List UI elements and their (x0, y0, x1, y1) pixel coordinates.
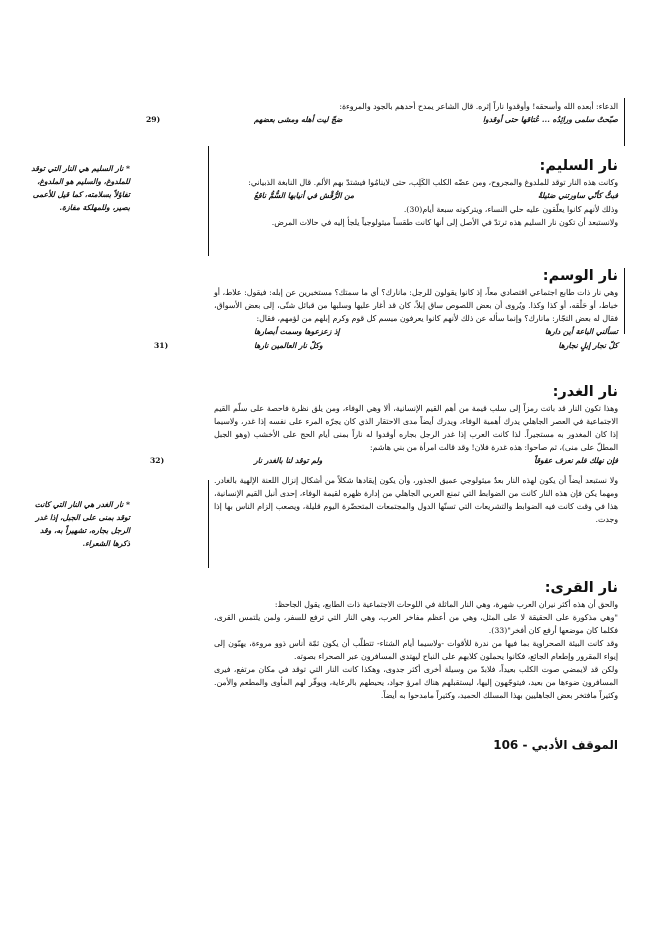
salim-paragraph-3: ولانستبعد أن تكون نار السليم هذه ترتدّ في الأصل إلى أنها كانت طقساً ميثولوجياً يلجأ إليه في حالات المرض. (271, 218, 618, 227)
side-note-salim: * نار السليم هي النار التي توقد للملدوغ، والسليم هو الملدوغ، تفاؤلاً بسلامته، كما قيل للأعمى بصير، وللمهلكة مفازة. (31, 164, 130, 212)
qira-paragraph-4: ولكن قد لايمضي صوت الكلب بعيداً، فلابدّ من وسيلة أخرى أكثر جدوى، وهكذا كانت النار التي توقد في مكان مرتفع، فيرى المسافرون ضوءها من بعيد، فيتوجّهون إليها، ليستقبلهم هناك امرؤ جواد، يحيطهم بالرعاية، ويوفّر لهم المأوى والمطعم والأمن. وكثيراً مافتخر بعض الجاهليين بهذا المسلك الحميد، وكثيراً مامدحوا به أيضاً. (214, 665, 618, 700)
frame-right-line (624, 98, 625, 146)
frame-left-line-1 (208, 146, 209, 256)
section-nar-alsalim (214, 156, 618, 229)
frame-left-line-2 (208, 480, 209, 568)
section-heading-qira: نار القرى: (544, 580, 618, 596)
frame-right-line-2 (624, 268, 625, 334)
ghadr-paragraph-2: ولا نستبعد أيضاً أن يكون لهذه النار بعدٌ ميثولوجي عميق الجذور، وأن يكون إيقادها شكلاً من أشكال إنزال اللعنة الإلهية بالغادر. ومهما يكن فإن هذه النار كانت من الضوابط التي تمنع العربي الجاهلي من إدارة ظهره لقيمة الوفاء، إحدى أنبل القيم الإنسانية، هذا في وقت كانت فيه الضوابط والتشريعات التي تسنّها الدول والمجتمعات المتحضّرة اليوم قليلة، ويصعب إلزام الناس بها إذا وجدت. (214, 476, 618, 524)
wasm-verse-1-second: إذ زعزعوها وسمت أبصارها (254, 327, 340, 336)
qira-paragraph-1: والحق أن هذه أكثر نيران العرب شهرة، وهي النار الماثلة في اللوحات الاجتماعية ذات الطابع، يقول الجاحظ: (274, 600, 618, 609)
ghadr-paragraph-1: وهذا تكون النار قد باتت رمزاً إلى سلب قيمة من أهم القيم الإنسانية، ألا وهي الوفاء، ومن يلق نظرة فاحصة على سلّم القيم الاجتماعية في العصر الجاهلي يدرك أهمية الوفاء، ويدرك أيضاً مدى الاحتقار الذي كان يجرّه المرء على نفسه إذا غدر، ولاسيما إذا كان المغدور به مستجيراً. لذا كانت العرب إذا غدر الرجل بجاره أوقدوا له ناراً بمنى أيام الحج على الأخشب (وهو الجبل المطلّ على منى)، ثم صاحوا: هذه غدرة فلان! وقد قالت امرأة من بني هاشم: (214, 404, 618, 452)
ghadr-verse-second: ولم توقد لنا بالغدر نار (254, 456, 323, 465)
side-note-ghadr: * نار الغدر هي النار التي كانت توقد بمنى على الجبل، إذا غدر الرجل بجاره، تشهيراً به، وقد ذكرها الشعراء. (34, 500, 130, 548)
wasm-verse-2 (154, 339, 618, 353)
wasm-verse-2-second: وكلّ نار العالمين نارها (254, 341, 323, 350)
wasm-verse-1-first: تسألني الباعة أين دارها (544, 327, 618, 336)
section-nar-alqira (214, 578, 618, 702)
intro-verse-second: ضجّ ليت أهله ومشى بعضهم (254, 115, 343, 124)
ghadr-verse (150, 454, 618, 468)
section-heading-wasm: نار الوسم: (542, 268, 618, 284)
section-heading-salim: نار السليم: (539, 158, 618, 174)
qira-paragraph-3: وقد كانت البيئة الصحراوية بما فيها من ندرة للأقوات -ولاسيما أيام الشتاء- تتطلّب أن يكون ثمّة أناس ذوو مروءة، يهبّون إلى إيواء المقرور وإطعام الجائع، فكانوا يحملون كلابهم على النباح ليهتدي المسافرون عبر الصحراء بصوته. (214, 639, 618, 661)
intro-text: الدعاء: أبعده الله وأسحقه! وأوقدوا ناراً إثره. قال الشاعر يمدح أحدهم بالجود والمروءة: (339, 102, 618, 111)
section-nar-alghadr (150, 382, 618, 526)
wasm-verse-1 (214, 325, 618, 339)
section-heading-ghadr: نار الغدر: (552, 384, 618, 400)
salim-verse-first: فبتُّ كأنّي ساورتني ضئيلةٌ (537, 191, 618, 200)
page-footer: الموقف الأدبي - 106 (493, 738, 618, 752)
footnote-32: (32 (150, 456, 165, 465)
intro-verse-first: صبّحتْ سلمى ورائِدُه ... عُتاقها حتى أوقدوا (482, 115, 618, 124)
qira-paragraph-2: "وهي مذكورة على الحقيقة لا على المثل، وهي من أعظم مفاخر العرب، وهي النار التي ترفع للسفر، ولمن يلتمس القرى، فكلما كان موضعها أرفع كان أفخر"(33). (214, 613, 618, 635)
salim-verse-second: من الرُّقْش في أنيابها السُّمُّ ناقعُ (254, 191, 355, 200)
intro-verse (146, 113, 618, 127)
salim-paragraph-1: وكانت هذه النار توقد للملدوغ والمجروح، ومن عضّه الكلب الكَلِب، حتى لاينامُوا فيشتدّ بهم الألم. قال النابغة الذبياني: (248, 178, 618, 187)
wasm-verse-2-first: كلّ نجار إبلٍ نجارها (558, 341, 618, 350)
ghadr-verse-first: فإن نهلك فلم نعرف عقوقاً (534, 456, 618, 465)
footnote-31: (31 (154, 341, 169, 350)
intro-block (146, 100, 618, 127)
wasm-paragraph-1: وهي نار ذات طابع اجتماعي اقتصادي معاً، إذ كانوا يقولون للرجل: مانارك؟ أي ما سمتك؟ مستخبرين عن إبله: فيقول: علاط، أو خباط، أو حَلْقه، أو كذا وكذا. ويُروى أن بعض اللصوص ساق إبلاً، كان قد أغار عليها وسلبها من قبائل شتّى، إلى بعض الأسواق، فقال له بعض التجّار: مانارك؟ وإنما سأله عن ذلك لأنهم كانوا يعرفون ميسم كل قوم وكرم إبلهم من لؤمهم، فقال: (214, 288, 618, 323)
salim-paragraph-2: وذلك لأنهم كانوا يعلّقون عليه حلي النساء، ويتركونه سبعة أيام(30). (403, 205, 618, 214)
salim-verse (214, 189, 618, 203)
footnote-29: (29 (146, 115, 161, 124)
section-nar-alwasm (154, 266, 618, 353)
